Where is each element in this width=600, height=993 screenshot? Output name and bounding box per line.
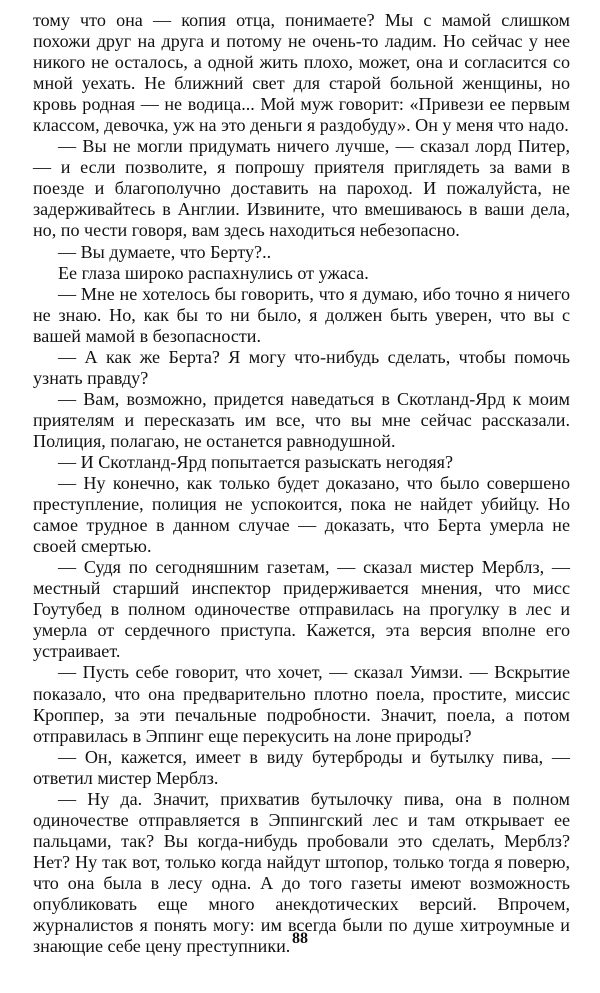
paragraph: — Вы не могли придумать ничего лучше, — сказал лорд Питер, — и если позволите, я попрошу приятеля приглядеть за вами в поезде и благополучно доставить на пароход. И пожалуйста, не задерживайтесь в Англии. Извините, что вмешиваюсь в ваши дела, но, по чести говоря, вам здесь находиться небезопасно. (33, 136, 570, 241)
paragraph: — Вы думаете, что Берту?.. (58, 241, 272, 262)
paragraph: — Вам, возможно, придется наведаться в Скотланд-Ярд к моим приятелям и пересказать им все, что вы мне сейчас рассказали. Полиция, полагаю, не останется равнодушной. (33, 388, 570, 451)
paragraph: — И Скотланд-Ярд попытается разыскать негодяя? (58, 451, 454, 472)
page-number: 88 (292, 930, 308, 947)
paragraph: — Мне не хотелось бы говорить, что я думаю, ибо точно я ничего не знаю. Но, как бы то ни было, я должен быть уверен, что вы с вашей мамой в безопасности. (33, 283, 570, 346)
body-text (33, 10, 570, 957)
paragraph: — Ну да. Значит, прихватив бутылочку пива, она в полном одиночестве отправляется в Эппингский лес и там открывает ее пальцами, так? Вы когда-нибудь пробовали это сделать, Мерблз? Нет? Ну так вот, только когда найдут штопор, только тогда я поверю, что она была в лесу одна. А до того газеты имеют возможность опубликовать еще много анекдотических версий. Впрочем, журналистов я понять могу: им всегда были по душе хитроумные и знающие себе цену преступники. (33, 788, 570, 957)
paragraph: — Он, кажется, имеет в виду бутерброды и бутылку пива, — ответил мистер Мерблз. (33, 746, 570, 788)
paragraph: — Судя по сегодняшним газетам, — сказал мистер Мерблз, — местный старший инспектор придерживается мнения, что мисс Гоутубед в полном одиночестве отправилась на прогулку в лес и умерла от сердечного приступа. Кажется, эта версия вполне его устраивает. (33, 557, 570, 662)
paragraph: — Ну конечно, как только будет доказано, что было совершено преступление, полиция не успокоится, пока не найдет убийцу. Но самое трудное в данном случае — доказать, что Берта умерла не своей смертью. (33, 473, 570, 557)
paragraph: — А как же Берта? Я могу что-нибудь сделать, чтобы помочь узнать правду? (33, 346, 570, 388)
paragraph: — Пусть себе говорит, что хочет, — сказал Уимзи. — Вскрытие показало, что она предварительно плотно поела, простите, миссис Кроппер, за эти печальные подробности. Значит, поела, а потом отправилась в Эппинг еще перекусить на лоне природы? (33, 662, 570, 746)
paragraph: Ее глаза широко распахнулись от ужаса. (58, 262, 369, 283)
paragraph: тому что она — копия отца, понимаете? Мы с мамой слишком похожи друг на друга и потому не очень-то ладим. Но сейчас у нее никого не осталось, а одной жить плохо, может, она и согласится со мной уехать. Не ближний свет для старой больной женщины, но кровь родная — не водица... Мой муж говорит: «Привези ее первым классом, девочка, уж на это деньги я раздобуду». Он у меня что надо. (33, 10, 570, 136)
